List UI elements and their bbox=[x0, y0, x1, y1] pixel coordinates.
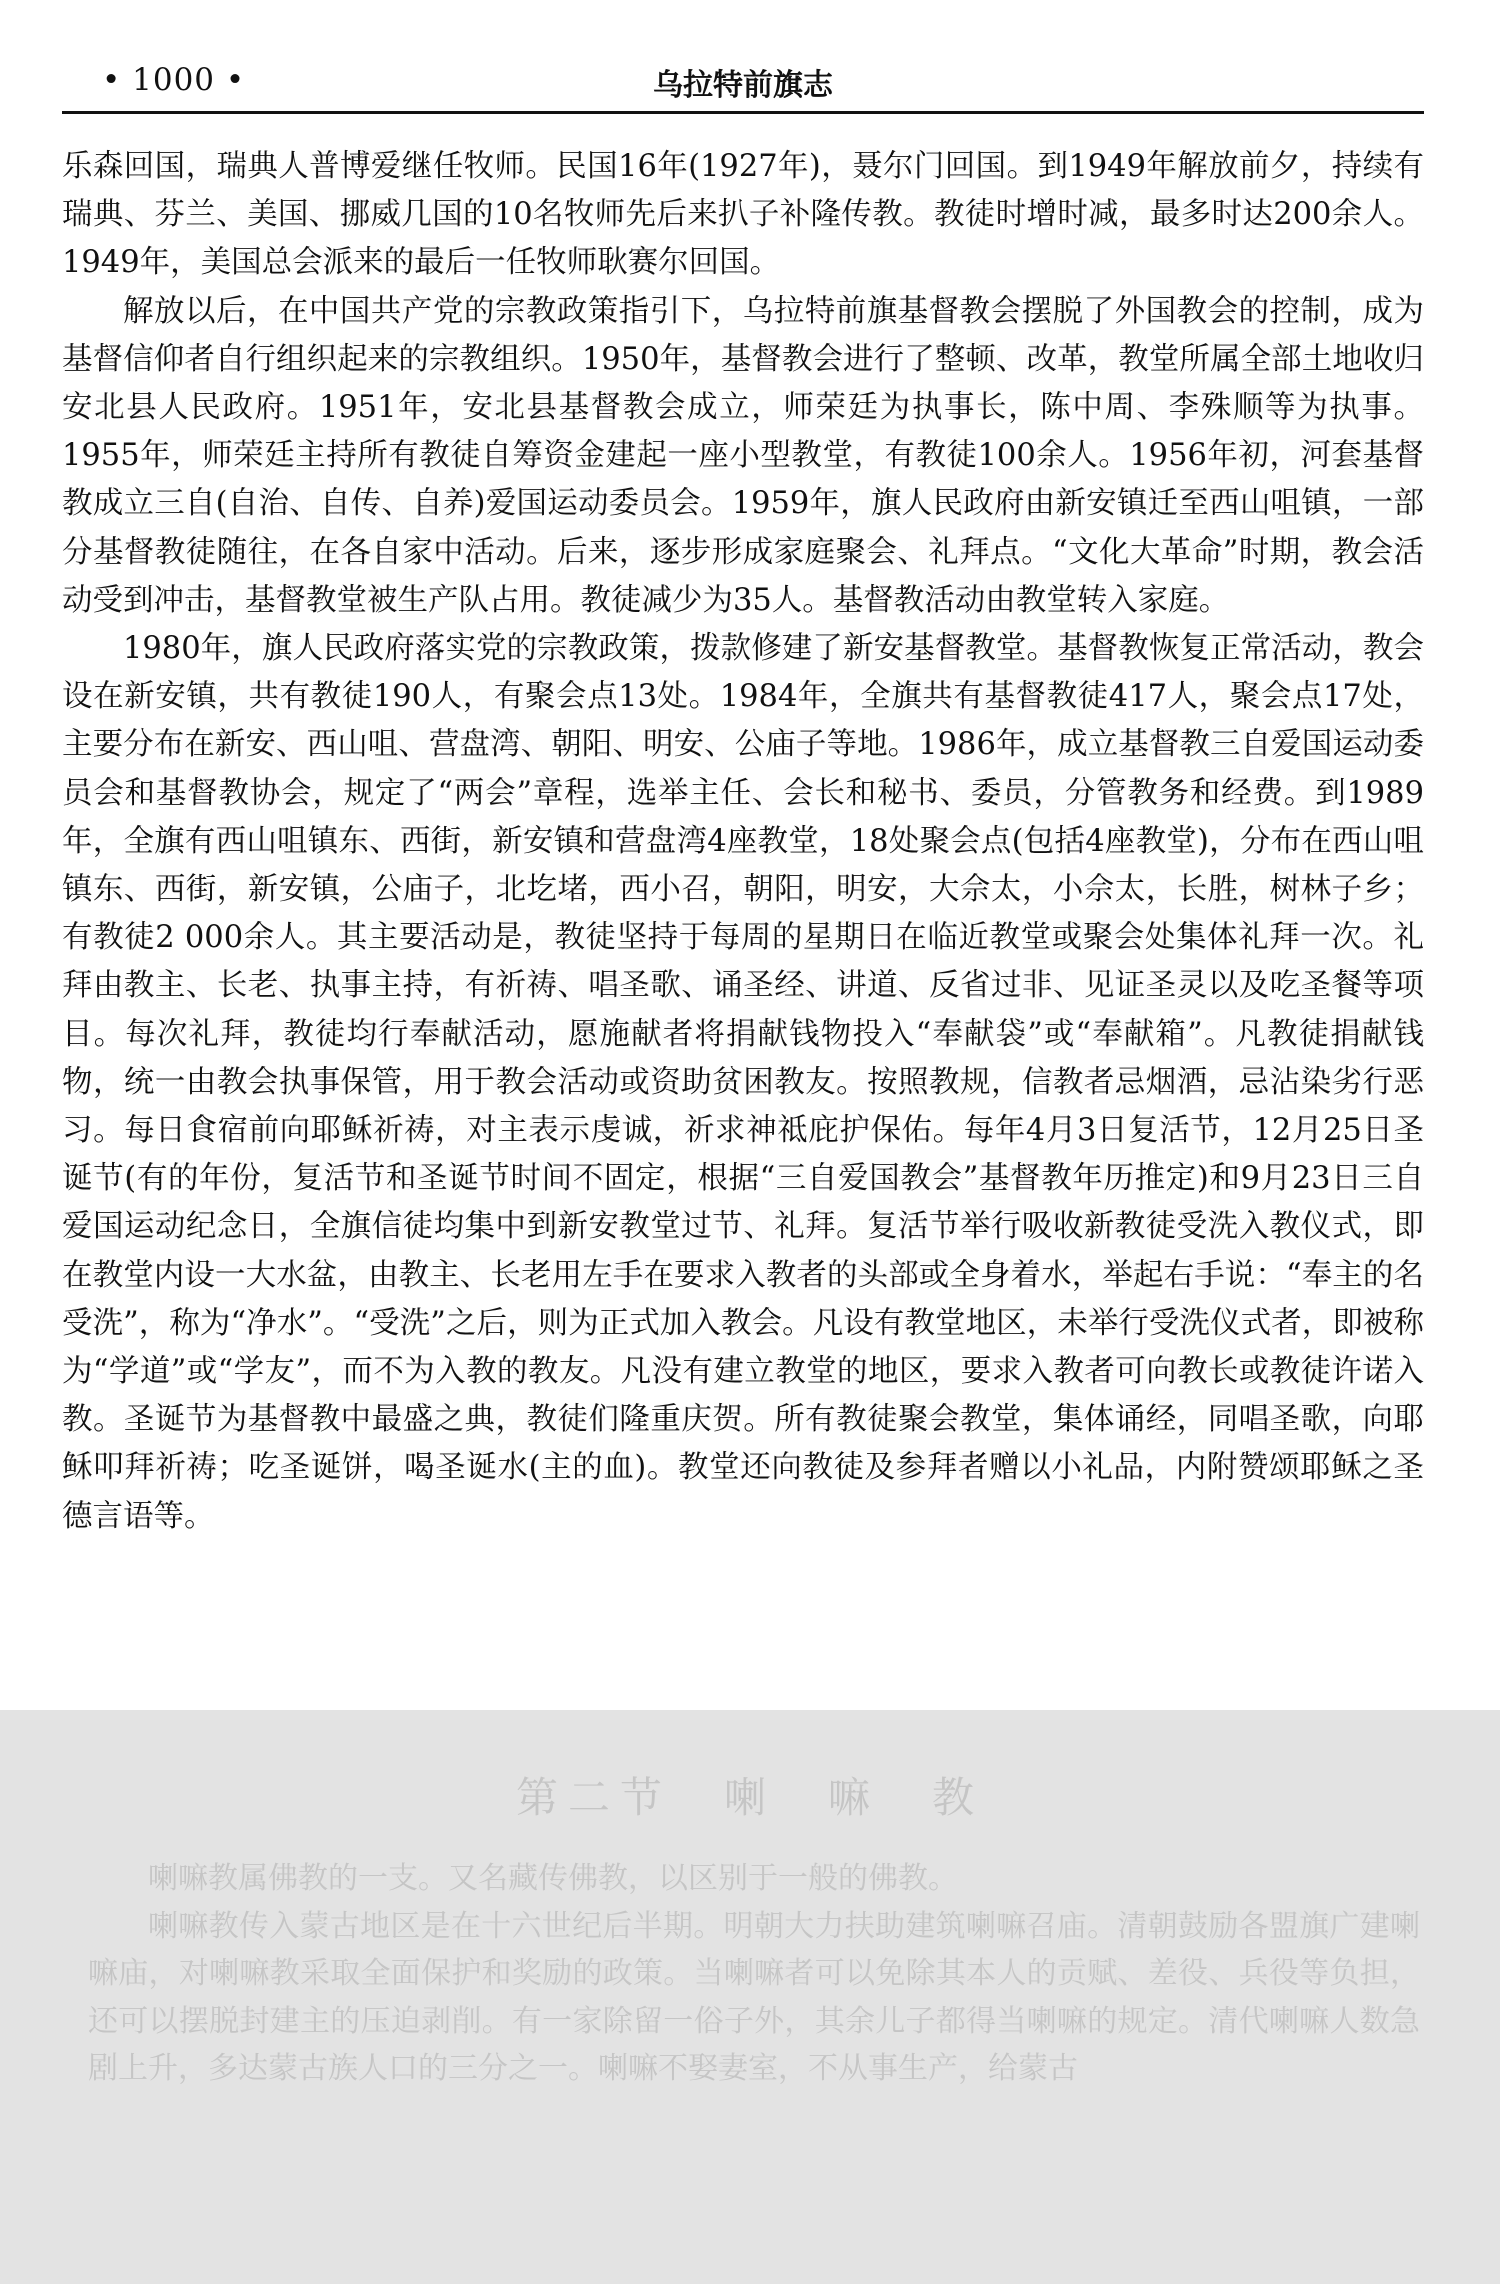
paragraph: 乐森回国，瑞典人普博爱继任牧师。民国16年(1927年)，聂尔门回国。到1949年解放前夕，持续有瑞典、芬兰、美国、挪威几国的10名牧师先后来扒子补隆传教。教徒时增时减，最多时达200余人。1949年，美国总会派来的最后一任牧师耿赛尔回国。 bbox=[62, 149, 1424, 281]
paragraph: 解放以后，在中国共产党的宗教政策指引下，乌拉特前旗基督教会摆脱了外国教会的控制，成为基督信仰者自行组织起来的宗教组织。1950年，基督教会进行了整顿、改革，教堂所属全部土地收归安北县人民政府。1951年，安北县基督教会成立，师荣廷为执事长，陈中周、李殊顺等为执事。1955年，师荣廷主持所有教徒自筹资金建起一座小型教堂，有教徒100余人。1956年初，河套基督教成立三自(自治、自传、自养)爱国运动委员会。1959年，旗人民政府由新安镇迁至西山咀镇，一部分基督教徒随往，在各自家中活动。后来，逐步形成家庭聚会、礼拜点。“文化大革命”时期，教会活动受到冲击，基督教堂被生产队占用。教徒减少为35人。基督教活动由教堂转入家庭。 bbox=[62, 293, 1424, 618]
paragraph: 1980年，旗人民政府落实党的宗教政策，拨款修建了新安基督教堂。基督教恢复正常活动，教会设在新安镇，共有教徒190人，有聚会点13处。1984年，全旗共有基督教徒417人，聚会点17处，主要分布在新安、西山咀、营盘湾、朝阳、明安、公庙子等地。1986年，成立基督教三自爱国运动委员会和基督教协会，规定了“两会”章程，选举主任、会长和秘书、委员，分管教务和经费。到1989年，全旗有西山咀镇东、西街，新安镇和营盘湾4座教堂，18处聚会点(包括4座教堂)，分布在西山咀镇东、西街，新安镇，公庙子，北圪堵，西小召，朝阳，明安，大佘太，小佘太，长胜，树林子乡；有教徒2 000余人。其主要活动是，教徒坚持于每周的星期日在临近教堂或聚会处集体礼拜一次。礼拜由教主、长老、执事主持，有祈祷、唱圣歌、诵圣经、讲道、反省过非、见证圣灵以及吃圣餐等项目。每次礼拜，教徒均行奉献活动，愿施献者将捐献钱物投入“奉献袋”或“奉献箱”。凡教徒捐献钱物，统一由教会执事保管，用于教会活动或资助贫困教友。按照教规，信教者忌烟酒，忌沾染劣行恶习。每日食宿前向耶稣祈祷，对主表示虔诚，祈求神祗庇护保佑。每年4月3日复活节，12月25日圣诞节(有的年份，复活节和圣诞节时间不固定，根据“三自爱国教会”基督教年历推定)和9月23日三自爱国运动纪念日，全旗信徒均集中到新安教堂过节、礼拜。复活节举行吸收新教徒受洗入教仪式，即在教堂内设一大水盆，由教主、长老用左手在要求入教者的头部或全身着水，举起右手说：“奉主的名受洗”，称为“净水”。“受洗”之后，则为正式加入教会。凡设有教堂地区，未举行受洗仪式者，即被称为“学道”或“学友”，而不为入教的教友。凡没有建立教堂的地区，要求入教者可向教长或教徒许诺入教。圣诞节为基督教中最盛之典，教徒们隆重庆贺。所有教徒聚会教堂，集体诵经，同唱圣歌，向耶稣叩拜祈祷；吃圣诞饼，喝圣诞水(主的血)。教堂还向教徒及参拜者赠以小礼品，内附赞颂耶稣之圣德言语等。 bbox=[62, 631, 1424, 1534]
section-text bbox=[88, 1855, 1420, 2093]
section-title: 第二节 喇 嘛 教 bbox=[515, 1773, 984, 1822]
page-number: • 1000 • bbox=[102, 62, 246, 98]
paragraph: 喇嘛教属佛教的一支。又名藏传佛教，以区别于一般的佛教。 bbox=[148, 1861, 958, 1896]
main-text bbox=[62, 143, 1424, 1541]
page-header bbox=[62, 58, 1424, 112]
faded-section bbox=[0, 1710, 1500, 2284]
header-rule bbox=[62, 111, 1424, 114]
paragraph: 喇嘛教传入蒙古地区是在十六世纪后半期。明朝大力扶助建筑喇嘛召庙。清朝鼓励各盟旗广建喇嘛庙，对喇嘛教采取全面保护和奖励的政策。当喇嘛者可以免除其本人的贡赋、差役、兵役等负担，还可以摆脱封建主的压迫剥削。有一家除留一俗子外，其余儿子都得当喇嘛的规定。清代喇嘛人数急剧上升，多达蒙古族人口的三分之一。喇嘛不娶妻室，不从事生产，给蒙古 bbox=[88, 1908, 1420, 2086]
running-title: 乌拉特前旗志 bbox=[653, 68, 833, 103]
